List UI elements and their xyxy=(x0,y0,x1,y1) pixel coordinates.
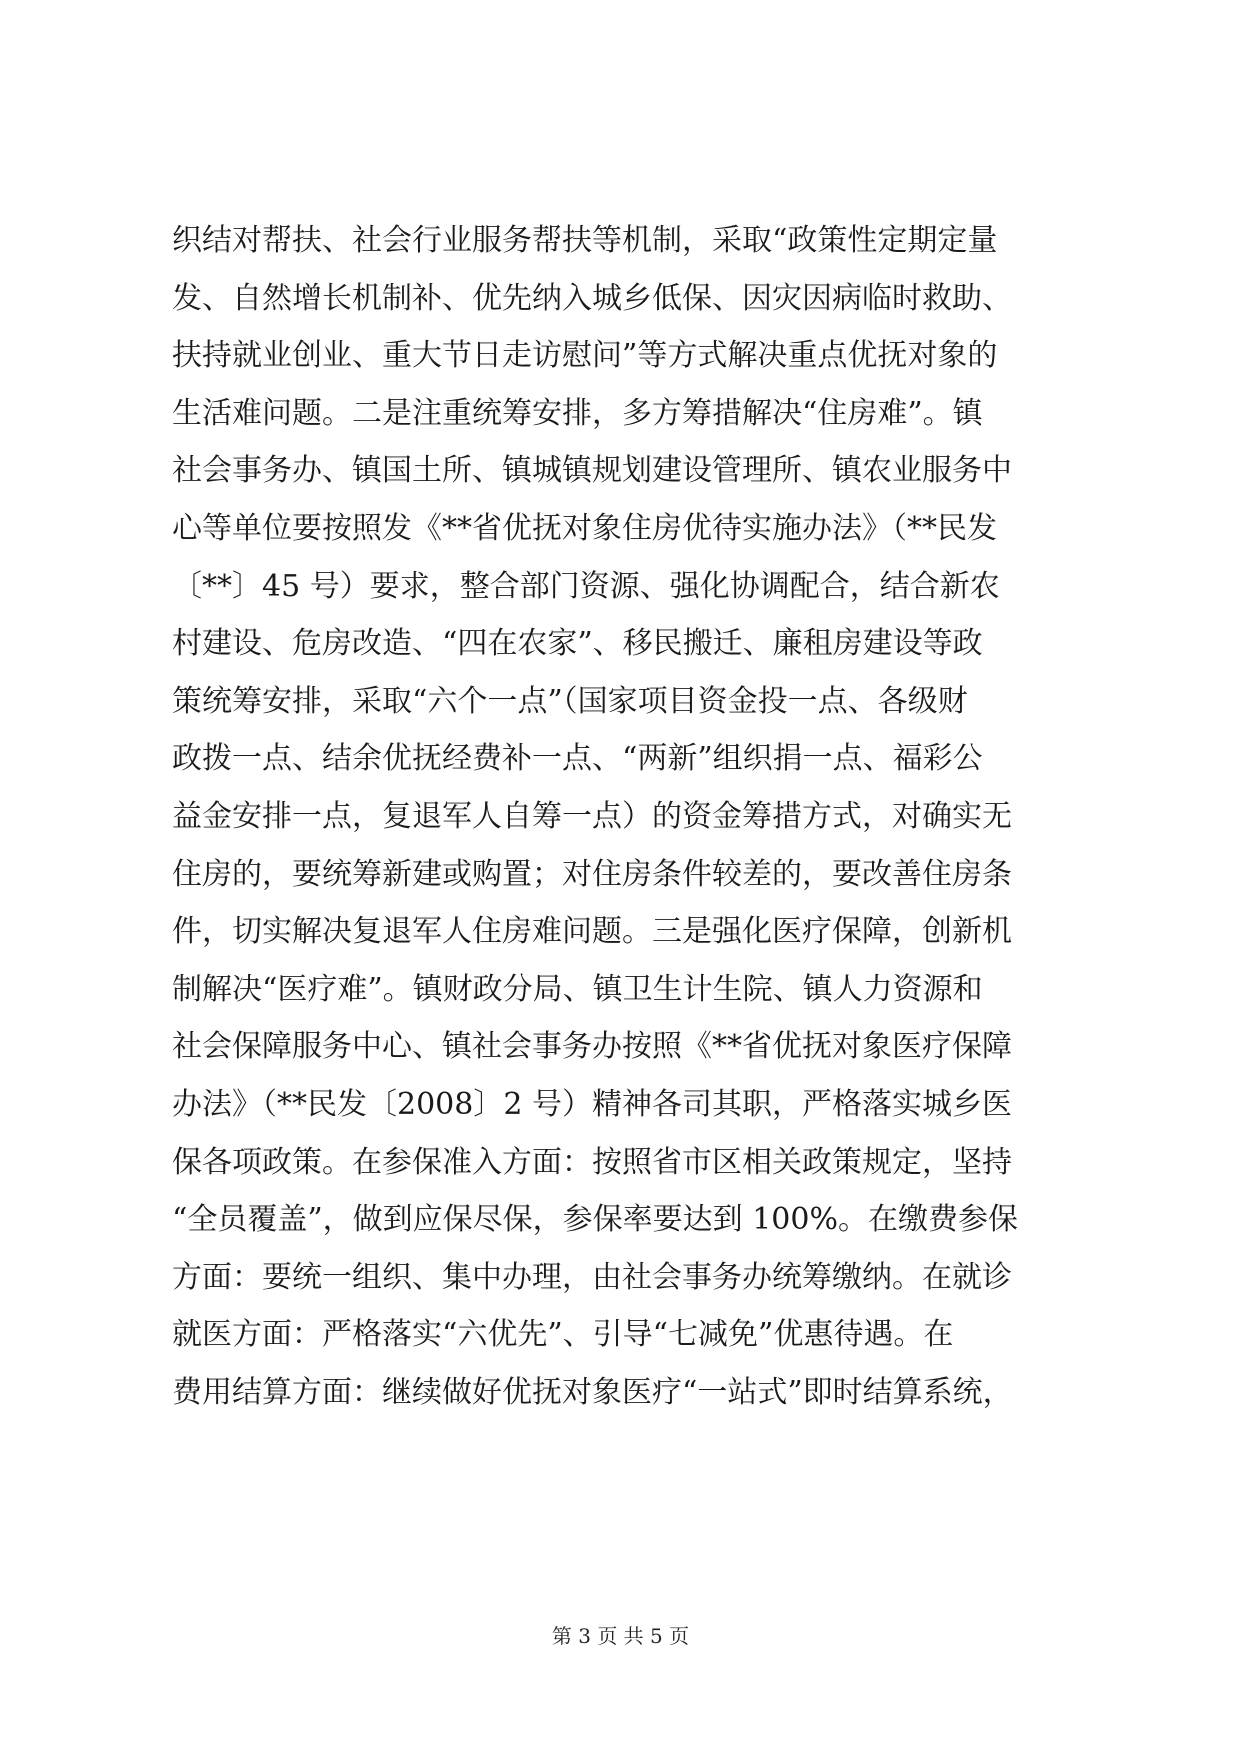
text-line: 制解决“医疗难”。镇财政分局、镇卫生计生院、镇人力资源和 xyxy=(172,971,983,1007)
text-line: 社会事务办、镇国土所、镇城镇规划建设管理所、镇农业服务中 xyxy=(172,453,1012,489)
text-line: 村建设、危房改造、“四在农家”、移民搬迁、廉租房建设等政 xyxy=(172,626,983,662)
text-line: 织结对帮扶、社会行业服务帮扶等机制，采取“政策性定期定量 xyxy=(172,223,998,258)
page-footer: 第 3 页 共 5 页 xyxy=(551,1624,690,1648)
text-line: 益金安排一点，复退军人自筹一点）的资金筹措方式，对确实无 xyxy=(172,798,1012,834)
text-line: 办法》（**民发〔2008〕2 号）精神各司其职，严格落实城乡医 xyxy=(172,1086,1012,1122)
text-line: 策统筹安排，采取“六个一点”（国家项目资金投一点、各级财 xyxy=(172,683,968,719)
text-line: 就医方面：严格落实“六优先”、引导“七减免”优惠待遇。在 xyxy=(172,1317,954,1353)
text-line: 住房的，要统筹新建或购置；对住房条件较差的，要改善住房条 xyxy=(172,856,1012,892)
text-line: 费用结算方面：继续做好优抚对象医疗“一站式”即时结算系统， xyxy=(172,1374,1013,1410)
text-line: 扶持就业创业、重大节日走访慰问”等方式解决重点优抚对象的 xyxy=(172,338,998,374)
body-text xyxy=(172,212,1092,1421)
text-line: 社会保障服务中心、镇社会事务办按照《**省优抚对象医疗保障 xyxy=(172,1029,1012,1065)
text-line: “全员覆盖”，做到应保尽保，参保率要达到 100%。在缴费参保 xyxy=(172,1202,1018,1238)
text-line: 方面：要统一组织、集中办理，由社会事务办统筹缴纳。在就诊 xyxy=(172,1259,1012,1295)
text-line: 政拨一点、结余优抚经费补一点、“两新”组织捐一点、福彩公 xyxy=(172,741,983,777)
text-line: 心等单位要按照发《**省优抚对象住房优待实施办法》（**民发 xyxy=(172,510,997,546)
text-line: 发、自然增长机制补、优先纳入城乡低保、因灾因病临时救助、 xyxy=(172,280,1012,316)
text-line: 〔**〕45 号）要求，整合部门资源、强化协调配合，结合新农 xyxy=(172,568,1000,604)
text-line: 件，切实解决复退军人住房难问题。三是强化医疗保障，创新机 xyxy=(172,914,1012,950)
text-line: 生活难问题。二是注重统筹安排，多方筹措解决“住房难”。镇 xyxy=(172,395,983,431)
text-line: 保各项政策。在参保准入方面：按照省市区相关政策规定，坚持 xyxy=(172,1144,1012,1180)
